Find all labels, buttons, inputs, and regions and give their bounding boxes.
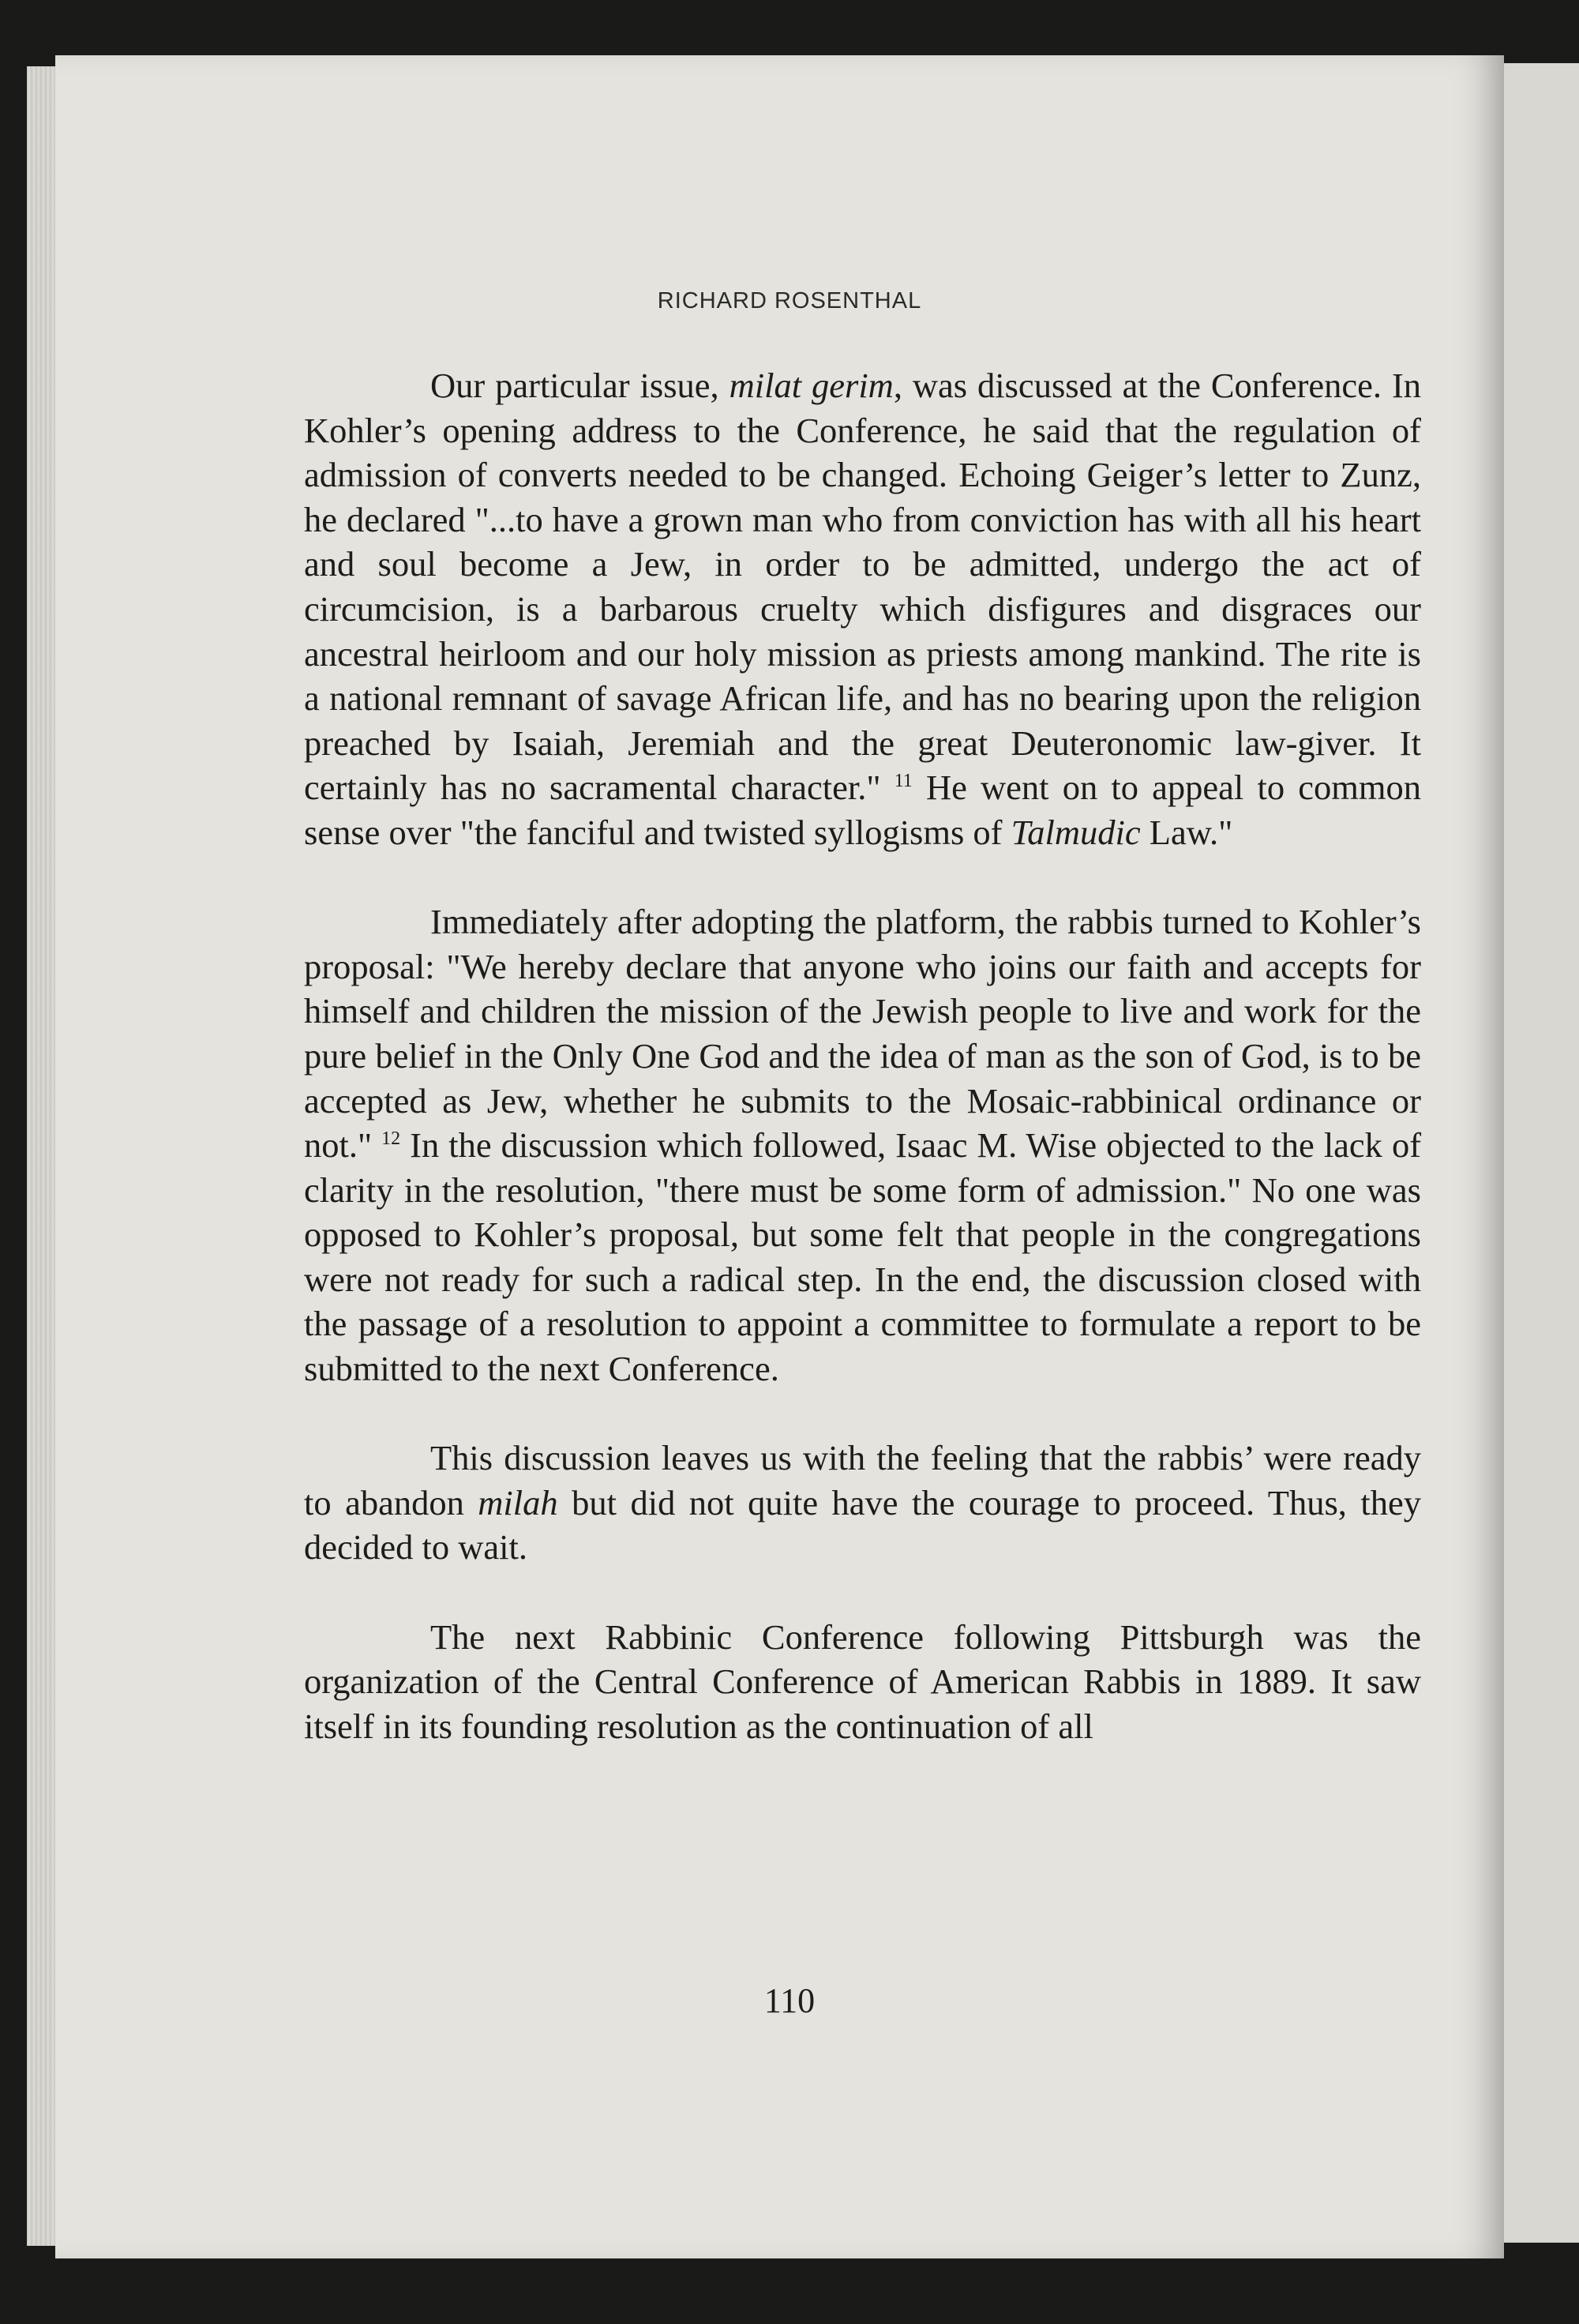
paragraph — [304, 1436, 1421, 1570]
paragraph — [304, 363, 1421, 855]
text-run: but did not quite have the courage to proceed. Thus, they decided to wait. — [304, 1482, 1421, 1567]
text-run: Our particular issue, — [430, 366, 729, 405]
running-head: RICHARD ROSENTHAL — [657, 288, 922, 313]
text-run: Immediately after adopting the platform, the rabbis turned to Kohler’s proposal: "We hereby declare that anyone who joins our faith and accepts for himself and children the mission of the Jewish people to live and work for the pure belief in the Only One God and the idea of man as the son of God, is to be accepted as Jew, whether he submits to the Mosaic-rabbinical ordinance or not." — [304, 902, 1421, 1166]
paragraph — [304, 1615, 1421, 1749]
page-number: 110 — [763, 1981, 816, 2020]
text-run: He went on to appeal to common sense over "the fanciful and twisted syllogisms of — [304, 768, 1421, 852]
body-text — [304, 363, 1421, 1748]
paragraph — [304, 899, 1421, 1391]
text-run: This discussion leaves us with the feeling that the rabbis’ were ready to abandon — [304, 1438, 1421, 1522]
text-run: The next Rabbinic Conference following Pittsburgh was the organization of the Central Conference of American Rabbis in 1889. It saw itself in its founding resolution as the continuation of all — [304, 1616, 1421, 1746]
italic-term: milat gerim — [729, 366, 894, 405]
italic-term: milah — [478, 1482, 558, 1522]
text-run: In the discussion which followed, Isaac M. Wise objected to the lack of clarity in the resolution, "there must be some form of admission." No one was opposed to Kohler’s proposal, but some felt that people in the congregations were not ready for such a radical step. In the end, the discussion closed with the passage of a resolution to appoint a committee to formulate a report to be submitted to the next Conference. — [304, 1125, 1422, 1389]
facing-page-edge — [1504, 63, 1579, 2243]
text-run: , was discussed at the Conference. In Kohler’s opening address to the Conference, he said that the regulation of admission of converts needed to be changed. Echoing Geiger’s letter to Zunz, he declared "...to have a grown man who from conviction has with all his heart and soul become a Jew, in order to be admitted, undergo the act of circumcision, is a barbarous cruelty which disfigures and disgraces our ancestral heirloom and our holy mission as priests among mankind. The rite is a national remnant of savage African life, and has no bearing upon the religion preached by Isaiah, Jeremiah and the great Deuteronomic law-giver. It certainly has no sacramental character." — [304, 366, 1422, 808]
footnote-ref: 12 — [381, 1128, 401, 1150]
text-run: Law." — [1140, 812, 1233, 852]
italic-term: Talmudic — [1011, 812, 1141, 852]
footnote-ref: 11 — [894, 771, 913, 792]
